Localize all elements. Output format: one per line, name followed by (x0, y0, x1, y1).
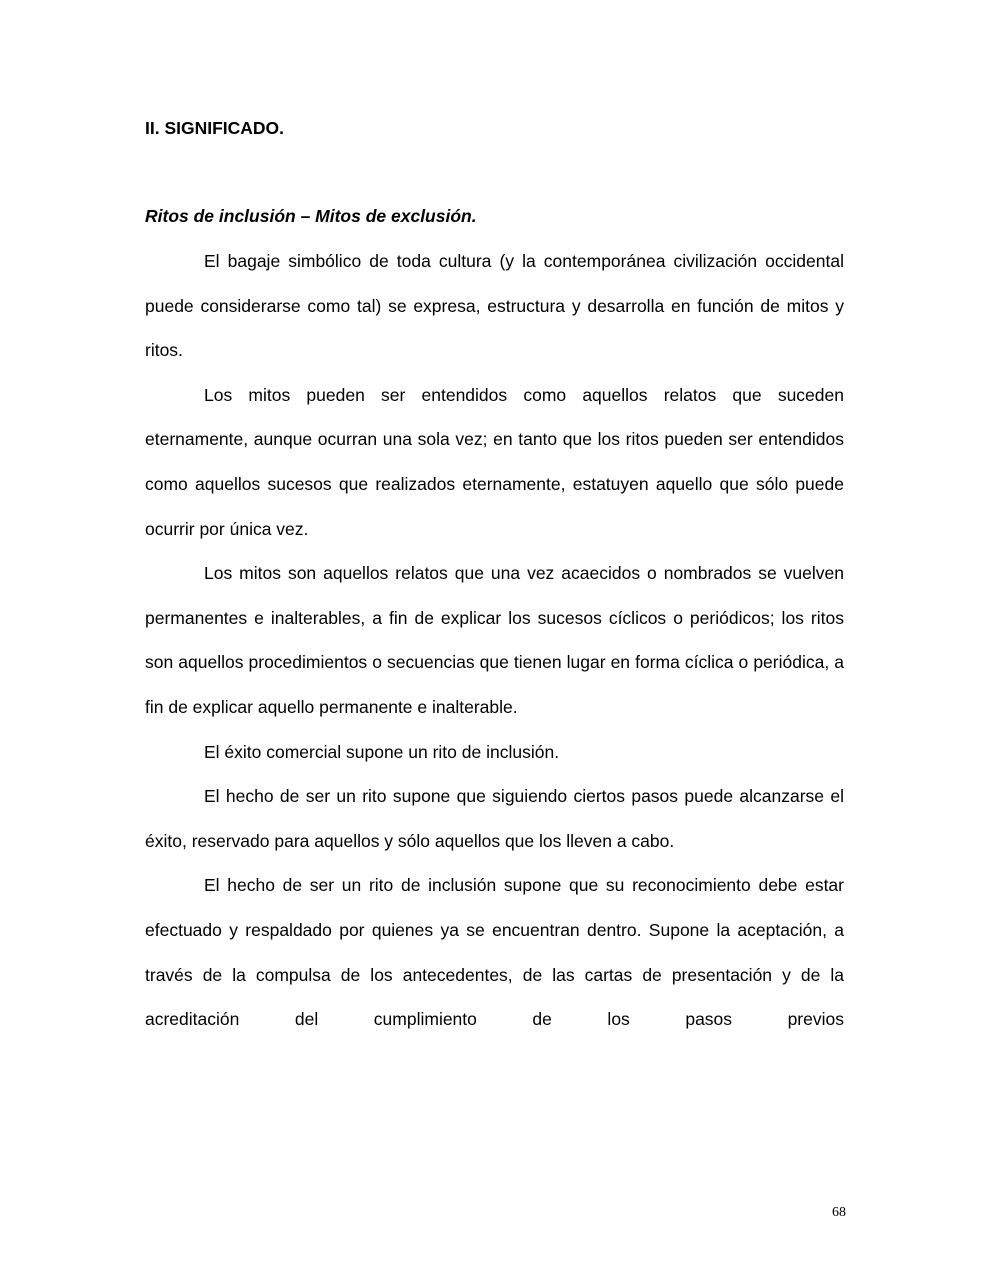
section-heading: II. SIGNIFICADO. (145, 118, 285, 138)
paragraph: El éxito comercial supone un rito de inclusión. (204, 741, 560, 762)
paragraph: Los mitos son aquellos relatos que una vez acaecidos o nombrados se vuelven permanentes e inalterables, a fin de explicar los sucesos cíclicos o periódicos; los ritos son aquellos procedimientos o secuencias que tienen lugar en forma cíclica o periódica, a fin de explicar aquello permanente e inalterable. (145, 563, 844, 717)
paragraph: El hecho de ser un rito de inclusión supone que su reconocimiento debe estar efectuado y respaldado por quienes ya se encuentran dentro. Supone la aceptación, a través de la compulsa de los antecedentes, de las cartas de presentación y de la acreditación del cumplimiento de los pasos previos (145, 875, 844, 1030)
subheading: Ritos de inclusión – Mitos de exclusión. (145, 206, 477, 226)
paragraph: Los mitos pueden ser entendidos como aquellos relatos que suceden eternamente, aunque ocurran una sola vez; en tanto que los ritos pueden ser entendidos como aquellos sucesos que realizados eternamente, estatuyen aquello que sólo puede ocurrir por única vez. (145, 384, 844, 539)
page-number: 68 (832, 1205, 846, 1220)
body-text (145, 239, 844, 1042)
paragraph: El hecho de ser un rito supone que siguiendo ciertos pasos puede alcanzarse el éxito, reservado para aquellos y sólo aquellos que los lleven a cabo. (145, 786, 844, 851)
paragraph: El bagaje simbólico de toda cultura (y la contemporánea civilización occidental puede considerarse como tal) se expresa, estructura y desarrolla en función de mitos y ritos. (145, 251, 844, 361)
